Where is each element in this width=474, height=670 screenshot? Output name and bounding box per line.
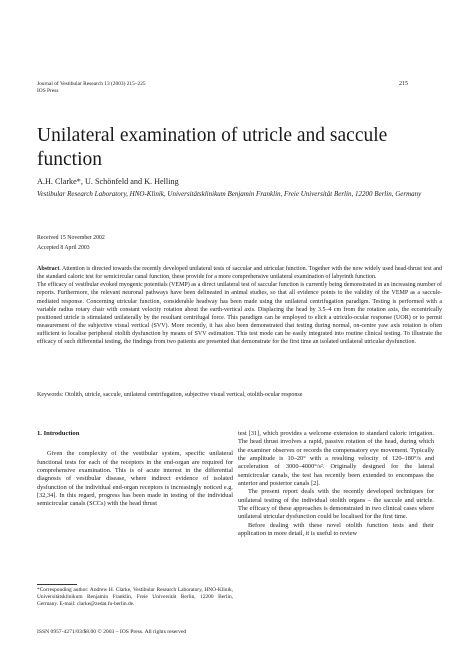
body-paragraph: The present report deals with the recently developed techniques for unilateral testing of the individual otolith organs – the saccule and utricle. The efficacy of these approaches is demonstrated in two clinical cases where unilateral utricular dysfunction could be localised for the first time.	[238, 488, 434, 521]
author-list: A.H. Clarke*, U. Schönfeld and K. Helling	[37, 177, 179, 186]
corresponding-author-footnote: *Corresponding author: Andrew H. Clarke, Vestibular Research Laboratory, HNO-Klinik, Universitätsklinikum Benjamin Franklin, Freie Universität Berlin, 12200 Berlin, Germany. E-mail: clarke@zedat.fu-berlin.de.	[37, 587, 233, 608]
issn-line: ISSN 0957-4271/03/$8.00 © 2003 – IOS Press. All rights reserved	[37, 629, 187, 635]
section-heading: 1. Introduction	[37, 430, 80, 437]
received-date: Received 15 November 2002	[37, 235, 105, 241]
journal-citation: Journal of Vestibular Research 13 (2003) 215–225	[37, 81, 146, 87]
abstract-paragraph	[37, 265, 442, 281]
left-column	[37, 430, 233, 509]
author-affiliation: Vestibular Research Laboratory, HNO-Klinik, Universitätsklinikum Benjamin Franklin, Freie Universität Berlin, 12200 Berlin, Germany	[37, 190, 422, 198]
article-title: Unilateral examination of utricle and saccule function	[37, 125, 388, 171]
submission-dates	[37, 234, 105, 253]
body-paragraph: Before dealing with these novel otolith function tests and their application in more detail, it is useful to review	[238, 521, 434, 538]
footnote-divider	[37, 584, 77, 585]
page-number: 215	[399, 81, 408, 87]
right-column	[238, 430, 434, 538]
accepted-date: Accepted 8 April 2003	[37, 244, 90, 251]
body-paragraph: test [31], which provides a welcome extension to standard caloric irrigation. The head thrust involves a rapid, passive rotation of the head, during which the examiner observes or records the compensatory eye movement. Typically the amplitude is 10–20° with a resulting velocity of 120–180°/s and acceleration of 3000–4000°/s². Originally designed for the lateral semicircular canals, the test has recently been extended to encompass the anterior and posterior canals [2].	[238, 430, 434, 488]
abstract-paragraph: The efficacy of vestibular evoked myogenic potentials (VEMP) as a direct unilateral test of saccular function is currently being demonstrated in an increasing number of reports. Furthermore, the relevant neuronal pathways have been delineated in animal studies, so that all evidence points to the validity of the VEMP as a saccule-mediated response. Concerning utricular function, considerable headway has been made using the unilateral centrifugation paradigm. Testing is performed with a variable radius rotary chair with constant velocity rotation about the earth-vertical axis. Displacing the head by 3.5–4 cm from the rotation axis, the eccentrically positioned utricle is stimulated unilaterally by the resultant centrifugal force. This paradigm can be employed to elicit a utriculo-ocular response (UOR) or to permit measurement of the subjective visual vertical (SVV). More recently, it has also been demonstrated that testing during normal, on-centre yaw axis rotation is often sufficient to localise peripheral otolith dysfunction by means of SVV estimation. This test mode can be easily integrated into routine clinical testing. To illustrate the efficacy of such differential testing, the findings from two patients are presented that demonstrate for the first time an isolated unilateral utricular dysfunction.	[37, 282, 442, 346]
publisher-name: IOS Press	[37, 88, 59, 94]
abstract-text: . Attention is directed towards the recently developed unilateral tests of saccular and utricular function. Together with the now widely used head-thrust test and the standard caloric test for semicircular canal function, these provide for a more comprehensive unilateral examination of labyrinth function.	[37, 266, 442, 281]
journal-header	[37, 81, 146, 95]
body-paragraph: Given the complexity of the vestibular system, specific unilateral functional tests for each of the receptors in the end-organ are required for comprehensive examination. This is of acute interest in the differential diagnosis of vestibular disease, where indirect evidence of isolated dysfunction of the individual end-organ receptors is increasingly noticed e.g. [32,34]. In this regard, progress has been made in testing of the individual semicircular canals (SCCs) with the head thrust	[37, 450, 233, 508]
abstract-label: Abstract	[37, 266, 60, 272]
keywords: Keywords: Otolith, utricle, saccule, unilateral centrifugation, subjective visual vertical, otolith-ocular response	[37, 392, 303, 398]
abstract	[37, 265, 442, 347]
